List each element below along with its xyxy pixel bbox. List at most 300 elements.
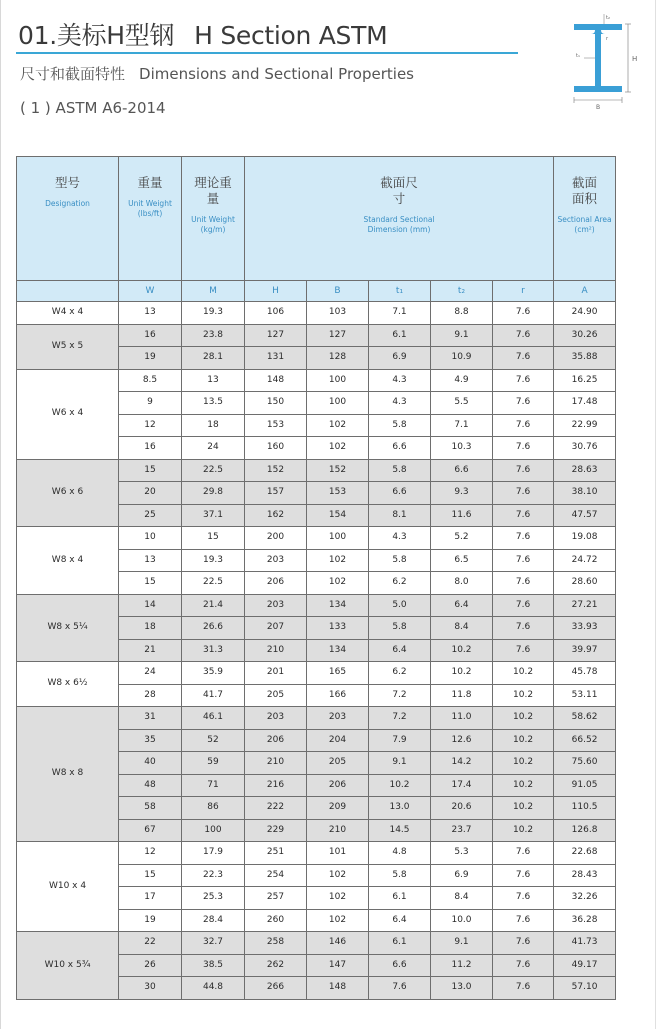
value-cell: 134 xyxy=(307,594,369,617)
value-cell: 6.9 xyxy=(431,864,493,887)
value-cell: 15 xyxy=(182,527,245,550)
value-cell: 40 xyxy=(119,752,182,775)
value-cell: 22.68 xyxy=(554,842,616,865)
standard-label: ( 1 ) ASTM A6-2014 xyxy=(20,99,166,117)
designation-cell: W10 x 4 xyxy=(17,842,119,932)
value-cell: 4.9 xyxy=(431,369,493,392)
subtitle-en: Dimensions and Sectional Properties xyxy=(139,65,414,83)
value-cell: 12 xyxy=(119,842,182,865)
value-cell: 45.78 xyxy=(554,662,616,685)
value-cell: 10.9 xyxy=(431,347,493,370)
value-cell: 209 xyxy=(307,797,369,820)
value-cell: 100 xyxy=(307,392,369,415)
value-cell: 147 xyxy=(307,954,369,977)
value-cell: 7.1 xyxy=(431,414,493,437)
subtitle-cn: 尺寸和截面特性 xyxy=(20,65,126,83)
value-cell: 7.6 xyxy=(493,594,554,617)
value-cell: 15 xyxy=(119,459,182,482)
table-body xyxy=(17,302,616,1000)
header-sectional-dimension: 截面尺寸 Standard Sectional Dimension (mm) xyxy=(245,157,554,281)
page-title xyxy=(18,16,387,52)
value-cell: 17.4 xyxy=(431,774,493,797)
value-cell: 10.2 xyxy=(493,707,554,730)
value-cell: 35.88 xyxy=(554,347,616,370)
table-row xyxy=(17,594,616,617)
value-cell: 13 xyxy=(119,302,182,325)
value-cell: 262 xyxy=(245,954,307,977)
table-row xyxy=(17,302,616,325)
value-cell: 9 xyxy=(119,392,182,415)
value-cell: 71 xyxy=(182,774,245,797)
value-cell: 4.3 xyxy=(369,527,431,550)
value-cell: 7.2 xyxy=(369,684,431,707)
value-cell: 8.5 xyxy=(119,369,182,392)
value-cell: 102 xyxy=(307,887,369,910)
value-cell: 4.8 xyxy=(369,842,431,865)
value-cell: 6.6 xyxy=(369,437,431,460)
designation-cell: W5 x 5 xyxy=(17,324,119,369)
column-symbol: M xyxy=(182,281,245,302)
value-cell: 35.9 xyxy=(182,662,245,685)
value-cell: 16.25 xyxy=(554,369,616,392)
designation-cell: W8 x 6½ xyxy=(17,662,119,707)
value-cell: 21 xyxy=(119,639,182,662)
value-cell: 133 xyxy=(307,617,369,640)
value-cell: 13 xyxy=(119,549,182,572)
value-cell: 7.1 xyxy=(369,302,431,325)
value-cell: 24.72 xyxy=(554,549,616,572)
value-cell: 11.8 xyxy=(431,684,493,707)
value-cell: 7.6 xyxy=(493,549,554,572)
value-cell: 102 xyxy=(307,572,369,595)
value-cell: 28.1 xyxy=(182,347,245,370)
value-cell: 5.8 xyxy=(369,864,431,887)
value-cell: 102 xyxy=(307,864,369,887)
value-cell: 29.8 xyxy=(182,482,245,505)
value-cell: 205 xyxy=(245,684,307,707)
value-cell: 10.2 xyxy=(369,774,431,797)
value-cell: 10.2 xyxy=(493,774,554,797)
value-cell: 19.08 xyxy=(554,527,616,550)
value-cell: 4.3 xyxy=(369,369,431,392)
value-cell: 13.0 xyxy=(369,797,431,820)
value-cell: 7.6 xyxy=(493,954,554,977)
table-unit-row xyxy=(17,281,616,302)
header-symbol-blank xyxy=(17,281,119,302)
value-cell: 229 xyxy=(245,819,307,842)
designation-cell: W8 x 8 xyxy=(17,707,119,842)
value-cell: 157 xyxy=(245,482,307,505)
value-cell: 8.0 xyxy=(431,572,493,595)
value-cell: 38.10 xyxy=(554,482,616,505)
designation-cell: W6 x 4 xyxy=(17,369,119,459)
value-cell: 127 xyxy=(307,324,369,347)
value-cell: 28.63 xyxy=(554,459,616,482)
header-theoretical-weight: 理论重量 Unit Weight (kg/m) xyxy=(182,157,245,281)
value-cell: 7.6 xyxy=(493,842,554,865)
value-cell: 7.9 xyxy=(369,729,431,752)
value-cell: 6.9 xyxy=(369,347,431,370)
value-cell: 66.52 xyxy=(554,729,616,752)
value-cell: 21.4 xyxy=(182,594,245,617)
value-cell: 9.1 xyxy=(369,752,431,775)
value-cell: 57.10 xyxy=(554,977,616,1000)
value-cell: 9.1 xyxy=(431,932,493,955)
diagram-bottom-flange xyxy=(574,86,622,92)
value-cell: 153 xyxy=(245,414,307,437)
value-cell: 4.3 xyxy=(369,392,431,415)
designation-cell: W8 x 4 xyxy=(17,527,119,595)
value-cell: 154 xyxy=(307,504,369,527)
value-cell: 7.6 xyxy=(493,347,554,370)
diagram-label-t1: t₁ xyxy=(576,53,580,59)
value-cell: 6.1 xyxy=(369,324,431,347)
value-cell: 206 xyxy=(245,729,307,752)
value-cell: 19 xyxy=(119,909,182,932)
value-cell: 26.6 xyxy=(182,617,245,640)
value-cell: 30.76 xyxy=(554,437,616,460)
value-cell: 48 xyxy=(119,774,182,797)
value-cell: 23.8 xyxy=(182,324,245,347)
header-sectional-area: 截面面积 Sectional Area (cm²) xyxy=(554,157,616,281)
value-cell: 203 xyxy=(245,594,307,617)
value-cell: 210 xyxy=(307,819,369,842)
value-cell: 203 xyxy=(307,707,369,730)
table-row xyxy=(17,459,616,482)
value-cell: 17.48 xyxy=(554,392,616,415)
value-cell: 39.97 xyxy=(554,639,616,662)
value-cell: 6.6 xyxy=(431,459,493,482)
value-cell: 32.7 xyxy=(182,932,245,955)
value-cell: 6.6 xyxy=(369,482,431,505)
value-cell: 102 xyxy=(307,414,369,437)
value-cell: 75.60 xyxy=(554,752,616,775)
value-cell: 17.9 xyxy=(182,842,245,865)
diagram-top-flange xyxy=(574,24,622,30)
value-cell: 22.5 xyxy=(182,572,245,595)
value-cell: 23.7 xyxy=(431,819,493,842)
value-cell: 7.6 xyxy=(493,324,554,347)
column-symbol: r xyxy=(493,281,554,302)
value-cell: 5.3 xyxy=(431,842,493,865)
value-cell: 19.3 xyxy=(182,549,245,572)
value-cell: 14 xyxy=(119,594,182,617)
header-designation: 型号 Designation xyxy=(17,157,119,281)
value-cell: 14.5 xyxy=(369,819,431,842)
value-cell: 7.6 xyxy=(493,302,554,325)
table-row xyxy=(17,527,616,550)
value-cell: 24.90 xyxy=(554,302,616,325)
value-cell: 53.11 xyxy=(554,684,616,707)
value-cell: 6.2 xyxy=(369,572,431,595)
value-cell: 102 xyxy=(307,437,369,460)
value-cell: 204 xyxy=(307,729,369,752)
value-cell: 13 xyxy=(182,369,245,392)
value-cell: 5.8 xyxy=(369,617,431,640)
value-cell: 6.6 xyxy=(369,954,431,977)
value-cell: 36.28 xyxy=(554,909,616,932)
value-cell: 24 xyxy=(182,437,245,460)
value-cell: 5.8 xyxy=(369,459,431,482)
value-cell: 126.8 xyxy=(554,819,616,842)
value-cell: 9.3 xyxy=(431,482,493,505)
value-cell: 6.1 xyxy=(369,932,431,955)
value-cell: 201 xyxy=(245,662,307,685)
value-cell: 22 xyxy=(119,932,182,955)
value-cell: 25.3 xyxy=(182,887,245,910)
value-cell: 150 xyxy=(245,392,307,415)
value-cell: 16 xyxy=(119,324,182,347)
title-underline xyxy=(16,52,518,54)
designation-cell: W8 x 5¼ xyxy=(17,594,119,662)
column-symbol: t₁ xyxy=(369,281,431,302)
value-cell: 47.57 xyxy=(554,504,616,527)
value-cell: 6.2 xyxy=(369,662,431,685)
value-cell: 222 xyxy=(245,797,307,820)
value-cell: 30 xyxy=(119,977,182,1000)
value-cell: 10.2 xyxy=(493,797,554,820)
value-cell: 7.6 xyxy=(493,887,554,910)
value-cell: 25 xyxy=(119,504,182,527)
value-cell: 7.6 xyxy=(493,527,554,550)
value-cell: 59 xyxy=(182,752,245,775)
value-cell: 6.4 xyxy=(369,639,431,662)
value-cell: 7.6 xyxy=(493,482,554,505)
value-cell: 7.6 xyxy=(493,864,554,887)
value-cell: 8.8 xyxy=(431,302,493,325)
value-cell: 13.0 xyxy=(431,977,493,1000)
value-cell: 10.2 xyxy=(493,729,554,752)
value-cell: 24 xyxy=(119,662,182,685)
value-cell: 101 xyxy=(307,842,369,865)
value-cell: 7.6 xyxy=(493,369,554,392)
value-cell: 148 xyxy=(245,369,307,392)
value-cell: 16 xyxy=(119,437,182,460)
value-cell: 162 xyxy=(245,504,307,527)
value-cell: 128 xyxy=(307,347,369,370)
value-cell: 7.6 xyxy=(493,909,554,932)
value-cell: 22.99 xyxy=(554,414,616,437)
column-symbol: A xyxy=(554,281,616,302)
designation-cell: W6 x 6 xyxy=(17,459,119,527)
value-cell: 10.2 xyxy=(431,662,493,685)
value-cell: 33.93 xyxy=(554,617,616,640)
value-cell: 7.6 xyxy=(369,977,431,1000)
value-cell: 206 xyxy=(307,774,369,797)
value-cell: 7.6 xyxy=(493,414,554,437)
designation-cell: W10 x 5¾ xyxy=(17,932,119,1000)
value-cell: 19 xyxy=(119,347,182,370)
value-cell: 10.2 xyxy=(493,684,554,707)
value-cell: 58.62 xyxy=(554,707,616,730)
value-cell: 41.7 xyxy=(182,684,245,707)
value-cell: 106 xyxy=(245,302,307,325)
value-cell: 11.6 xyxy=(431,504,493,527)
table-row xyxy=(17,707,616,730)
value-cell: 102 xyxy=(307,909,369,932)
value-cell: 41.73 xyxy=(554,932,616,955)
header-weight: 重量 Unit Weight (lbs/ft) xyxy=(119,157,182,281)
value-cell: 257 xyxy=(245,887,307,910)
table-header-row xyxy=(17,157,616,281)
value-cell: 15 xyxy=(119,572,182,595)
table-row xyxy=(17,324,616,347)
value-cell: 11.2 xyxy=(431,954,493,977)
value-cell: 7.6 xyxy=(493,459,554,482)
designation-cell: W4 x 4 xyxy=(17,302,119,325)
value-cell: 32.26 xyxy=(554,887,616,910)
value-cell: 10.3 xyxy=(431,437,493,460)
value-cell: 8.1 xyxy=(369,504,431,527)
value-cell: 9.1 xyxy=(431,324,493,347)
subtitle xyxy=(20,63,414,84)
value-cell: 216 xyxy=(245,774,307,797)
value-cell: 14.2 xyxy=(431,752,493,775)
value-cell: 258 xyxy=(245,932,307,955)
value-cell: 10.2 xyxy=(493,752,554,775)
value-cell: 91.05 xyxy=(554,774,616,797)
diagram-web xyxy=(595,30,601,86)
value-cell: 102 xyxy=(307,549,369,572)
value-cell: 7.6 xyxy=(493,437,554,460)
value-cell: 67 xyxy=(119,819,182,842)
value-cell: 7.6 xyxy=(493,639,554,662)
column-symbol: t₂ xyxy=(431,281,493,302)
value-cell: 254 xyxy=(245,864,307,887)
value-cell: 148 xyxy=(307,977,369,1000)
value-cell: 27.21 xyxy=(554,594,616,617)
value-cell: 19.3 xyxy=(182,302,245,325)
value-cell: 203 xyxy=(245,549,307,572)
value-cell: 5.8 xyxy=(369,414,431,437)
value-cell: 6.4 xyxy=(431,594,493,617)
value-cell: 160 xyxy=(245,437,307,460)
value-cell: 153 xyxy=(307,482,369,505)
value-cell: 266 xyxy=(245,977,307,1000)
value-cell: 49.17 xyxy=(554,954,616,977)
value-cell: 206 xyxy=(245,572,307,595)
value-cell: 10.2 xyxy=(431,639,493,662)
column-symbol: W xyxy=(119,281,182,302)
value-cell: 152 xyxy=(307,459,369,482)
value-cell: 31 xyxy=(119,707,182,730)
value-cell: 207 xyxy=(245,617,307,640)
value-cell: 100 xyxy=(307,369,369,392)
value-cell: 5.2 xyxy=(431,527,493,550)
table-row xyxy=(17,662,616,685)
value-cell: 166 xyxy=(307,684,369,707)
value-cell: 35 xyxy=(119,729,182,752)
value-cell: 210 xyxy=(245,639,307,662)
value-cell: 6.5 xyxy=(431,549,493,572)
table-row xyxy=(17,369,616,392)
value-cell: 18 xyxy=(182,414,245,437)
value-cell: 6.4 xyxy=(369,909,431,932)
diagram-label-t2: t₂ xyxy=(606,15,610,21)
value-cell: 203 xyxy=(245,707,307,730)
value-cell: 152 xyxy=(245,459,307,482)
value-cell: 10.2 xyxy=(493,662,554,685)
value-cell: 100 xyxy=(182,819,245,842)
table-row xyxy=(17,932,616,955)
column-symbol: B xyxy=(307,281,369,302)
value-cell: 7.6 xyxy=(493,977,554,1000)
value-cell: 127 xyxy=(245,324,307,347)
value-cell: 251 xyxy=(245,842,307,865)
value-cell: 8.4 xyxy=(431,617,493,640)
value-cell: 5.8 xyxy=(369,549,431,572)
value-cell: 38.5 xyxy=(182,954,245,977)
value-cell: 146 xyxy=(307,932,369,955)
value-cell: 22.5 xyxy=(182,459,245,482)
value-cell: 11.0 xyxy=(431,707,493,730)
value-cell: 7.6 xyxy=(493,392,554,415)
value-cell: 22.3 xyxy=(182,864,245,887)
value-cell: 7.6 xyxy=(493,932,554,955)
value-cell: 200 xyxy=(245,527,307,550)
value-cell: 205 xyxy=(307,752,369,775)
value-cell: 17 xyxy=(119,887,182,910)
value-cell: 10.2 xyxy=(493,819,554,842)
h-beam-section-diagram xyxy=(564,10,642,122)
value-cell: 15 xyxy=(119,864,182,887)
diagram-label-b: B xyxy=(596,104,601,111)
value-cell: 18 xyxy=(119,617,182,640)
value-cell: 7.2 xyxy=(369,707,431,730)
value-cell: 131 xyxy=(245,347,307,370)
value-cell: 86 xyxy=(182,797,245,820)
value-cell: 110.5 xyxy=(554,797,616,820)
value-cell: 12 xyxy=(119,414,182,437)
value-cell: 8.4 xyxy=(431,887,493,910)
value-cell: 7.6 xyxy=(493,617,554,640)
value-cell: 103 xyxy=(307,302,369,325)
diagram-label-h: H xyxy=(632,55,638,63)
diagram-label-r: r xyxy=(606,36,609,42)
value-cell: 210 xyxy=(245,752,307,775)
value-cell: 10.0 xyxy=(431,909,493,932)
column-symbol: H xyxy=(245,281,307,302)
value-cell: 28.4 xyxy=(182,909,245,932)
value-cell: 30.26 xyxy=(554,324,616,347)
value-cell: 46.1 xyxy=(182,707,245,730)
value-cell: 20 xyxy=(119,482,182,505)
value-cell: 26 xyxy=(119,954,182,977)
value-cell: 134 xyxy=(307,639,369,662)
value-cell: 260 xyxy=(245,909,307,932)
value-cell: 28 xyxy=(119,684,182,707)
value-cell: 44.8 xyxy=(182,977,245,1000)
value-cell: 165 xyxy=(307,662,369,685)
dimensions-table xyxy=(16,156,616,1000)
title-cn: 01.美标H型钢 xyxy=(18,21,175,50)
value-cell: 7.6 xyxy=(493,504,554,527)
value-cell: 52 xyxy=(182,729,245,752)
value-cell: 100 xyxy=(307,527,369,550)
value-cell: 20.6 xyxy=(431,797,493,820)
value-cell: 10 xyxy=(119,527,182,550)
value-cell: 12.6 xyxy=(431,729,493,752)
value-cell: 31.3 xyxy=(182,639,245,662)
title-en: H Section ASTM xyxy=(194,21,388,50)
value-cell: 7.6 xyxy=(493,572,554,595)
value-cell: 5.5 xyxy=(431,392,493,415)
value-cell: 28.43 xyxy=(554,864,616,887)
value-cell: 28.60 xyxy=(554,572,616,595)
value-cell: 37.1 xyxy=(182,504,245,527)
value-cell: 5.0 xyxy=(369,594,431,617)
table-row xyxy=(17,842,616,865)
